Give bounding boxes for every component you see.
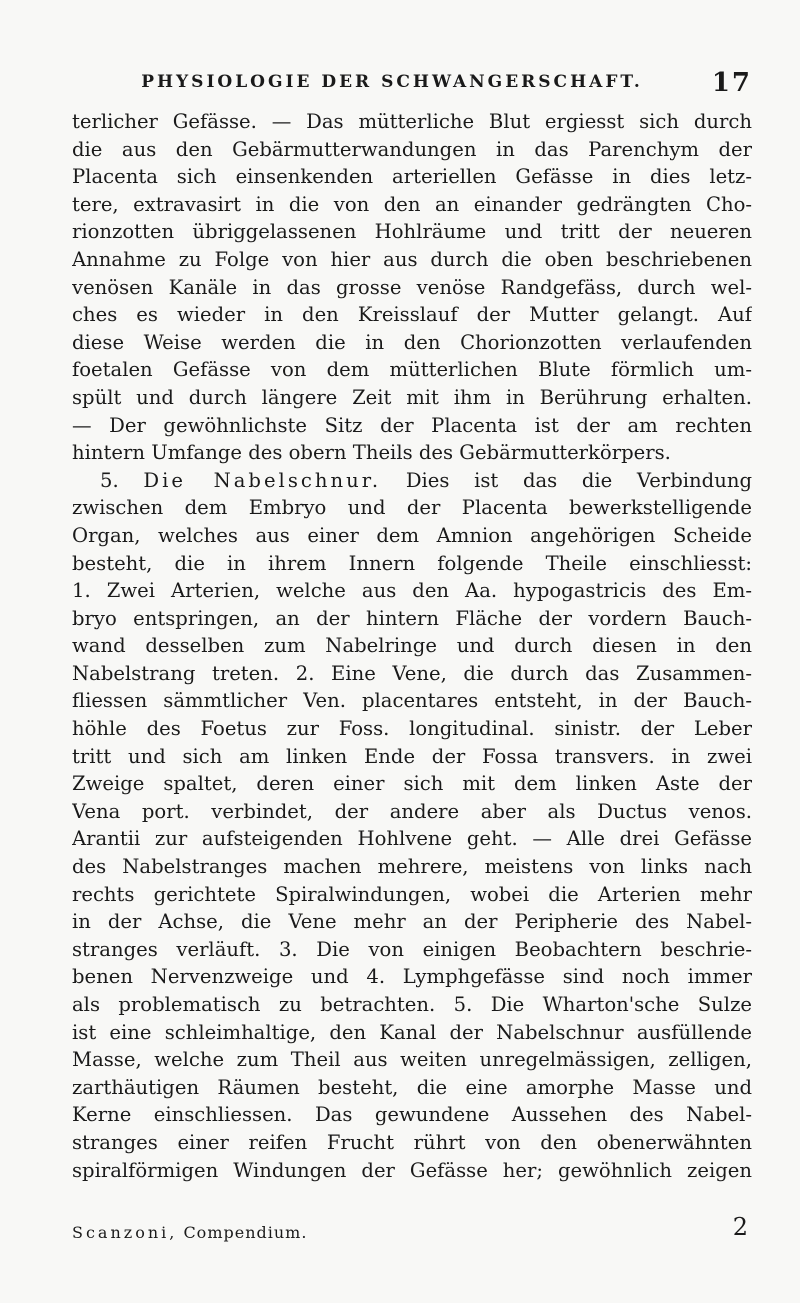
text-line: bryo entspringen, an der hintern Fläche der vordern Bauch- bbox=[72, 606, 752, 630]
text-line: terlicher Gefässe. — Das mütterliche Blut ergiesst sich durch bbox=[72, 110, 752, 133]
body-text bbox=[72, 108, 752, 1184]
text-line: hintern Umfange des obern Theils des Gebärmutterkörpers. bbox=[72, 441, 671, 465]
signature-mark: 2 bbox=[732, 1213, 748, 1241]
text-line: benen Nervenzweige und 4. Lymphgefässe sind noch immer bbox=[72, 965, 752, 989]
footer-author: Scanzoni, bbox=[72, 1223, 178, 1242]
text-line: zwischen dem Embryo und der Placenta bewerkstelligende bbox=[72, 496, 752, 520]
text-line: ches es wieder in den Kreisslauf der Mutter gelangt. Auf bbox=[72, 303, 752, 327]
text-line: des Nabelstranges machen mehrere, meistens von links nach bbox=[72, 855, 752, 879]
text-line: stranges verläuft. 3. Die von einigen Beobachtern beschrie- bbox=[72, 937, 752, 961]
section-text: Dies ist das die Verbindung bbox=[405, 468, 752, 492]
page-header bbox=[72, 68, 752, 100]
text-line: die aus den Gebärmutterwandungen in das Parenchym der bbox=[72, 137, 752, 161]
text-line: spült und durch längere Zeit mit ihm in Berührung erhalten. bbox=[72, 385, 752, 409]
page-footer bbox=[72, 1213, 752, 1251]
text-line: rechts gerichtete Spiralwindungen, wobei die Arterien mehr bbox=[72, 882, 752, 906]
text-line: wand desselben zum Nabelringe und durch diesen in den bbox=[72, 634, 752, 658]
section-number: 5. bbox=[100, 468, 119, 492]
text-line: Kerne einschliessen. Das gewundene Aussehen des Nabel- bbox=[72, 1103, 752, 1127]
text-line: diese Weise werden die in den Chorionzotten verlaufenden bbox=[72, 330, 752, 354]
text-line: foetalen Gefässe von dem mütterlichen Blute förmlich um- bbox=[72, 358, 752, 382]
text-line: Zweige spaltet, deren einer sich mit dem linken Aste der bbox=[72, 772, 752, 796]
text-line: tere, extravasirt in die von den an einander gedrängten Cho- bbox=[72, 192, 752, 216]
section-heading-line bbox=[72, 467, 752, 495]
book-page bbox=[72, 0, 752, 1303]
text-line: Placenta sich einsenkenden arteriellen Gefässe in dies letz- bbox=[72, 165, 752, 189]
text-line: spiralförmigen Windungen der Gefässe her; gewöhnlich zeigen bbox=[72, 1158, 752, 1182]
running-head: PHYSIOLOGIE DER SCHWANGERSCHAFT. bbox=[141, 72, 643, 92]
text-line: venösen Kanäle in das grosse venöse Randgefäss, durch wel- bbox=[72, 275, 752, 299]
text-line: tritt und sich am linken Ende der Fossa transvers. in zwei bbox=[72, 744, 752, 768]
printer-signature-line bbox=[72, 1223, 307, 1242]
text-line: höhle des Foetus zur Foss. longitudinal. sinistr. der Leber bbox=[72, 717, 752, 741]
footer-title: Compendium. bbox=[183, 1223, 308, 1242]
text-line: Organ, welches aus einer dem Amnion angehörigen Scheide bbox=[72, 523, 752, 547]
text-line: zarthäutigen Räumen besteht, die eine amorphe Masse und bbox=[72, 1075, 752, 1099]
text-line: in der Achse, die Vene mehr an der Peripherie des Nabel- bbox=[72, 910, 752, 934]
text-line: als problematisch zu betrachten. 5. Die Wharton'sche Sulze bbox=[72, 993, 752, 1016]
text-line: 1. Zwei Arterien, welche aus den Aa. hypogastricis des Em- bbox=[72, 579, 752, 603]
text-line: stranges einer reifen Frucht rührt von den obenerwähnten bbox=[72, 1130, 752, 1154]
text-line: — Der gewöhnlichste Sitz der Placenta ist der am rechten bbox=[72, 413, 752, 437]
text-line: rionzotten übriggelassenen Hohlräume und tritt der neueren bbox=[72, 220, 752, 244]
text-line: Vena port. verbindet, der andere aber als Ductus venos. bbox=[72, 799, 752, 823]
text-line: ist eine schleimhaltige, den Kanal der Nabelschnur ausfüllende bbox=[72, 1020, 752, 1044]
text-line: Annahme zu Folge von hier aus durch die oben beschriebenen bbox=[72, 247, 752, 271]
text-line: Arantii zur aufsteigenden Hohlvene geht. — Alle drei Gefässe bbox=[72, 827, 752, 851]
text-line: Nabelstrang treten. 2. Eine Vene, die durch das Zusammen- bbox=[72, 661, 752, 685]
section-title: Die Nabelschnur. bbox=[143, 468, 382, 492]
text-line: fliessen sämmtlicher Ven. placentares entsteht, in der Bauch- bbox=[72, 689, 752, 713]
page-number: 17 bbox=[711, 68, 752, 98]
text-line: Masse, welche zum Theil aus weiten unregelmässigen, zelligen, bbox=[72, 1048, 752, 1072]
text-line: besteht, die in ihrem Innern folgende Theile einschliesst: bbox=[72, 551, 752, 575]
